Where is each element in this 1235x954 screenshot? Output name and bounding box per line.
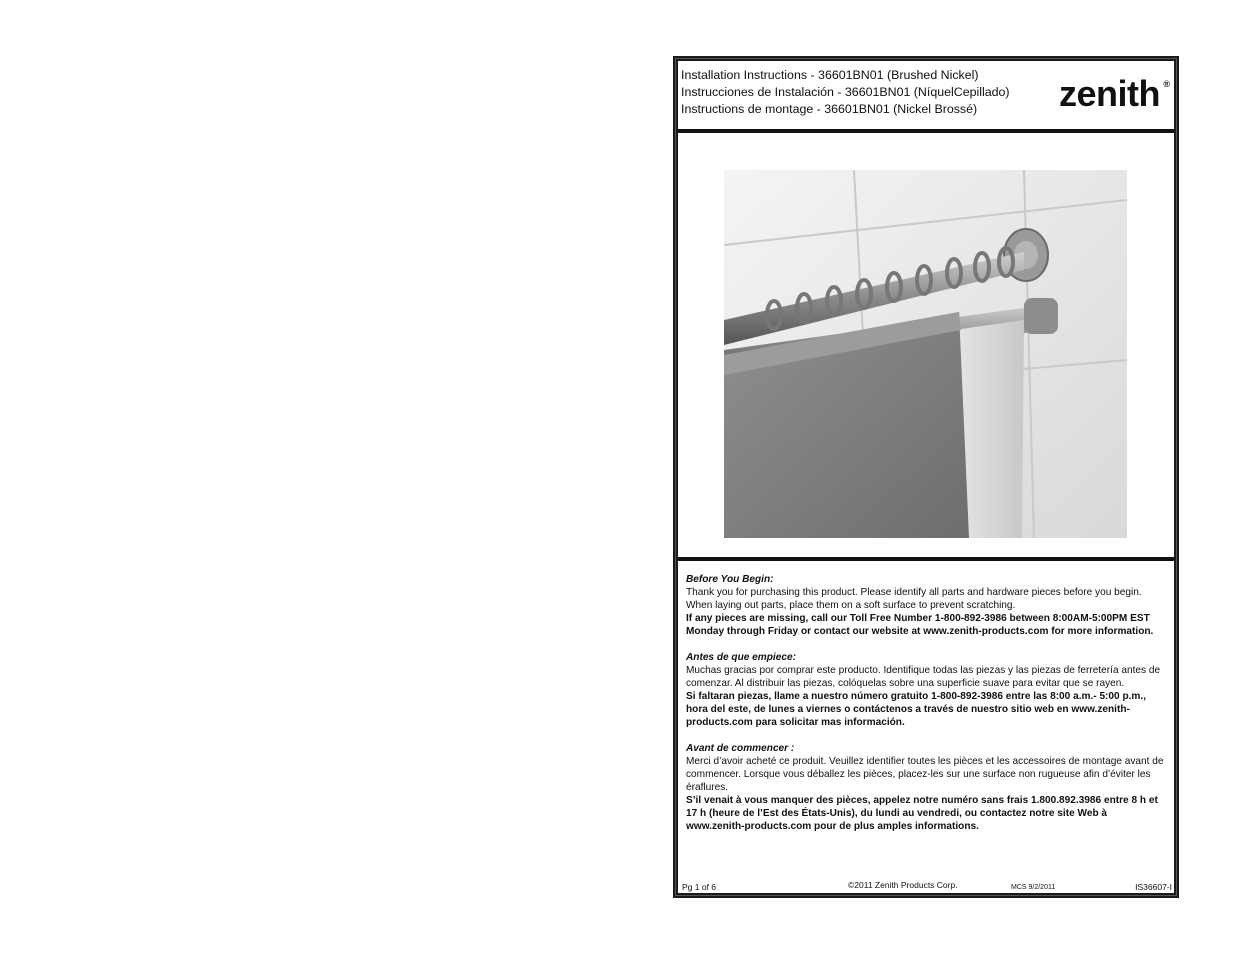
zenith-logo: zenith	[1059, 73, 1160, 114]
product-photo	[724, 170, 1127, 538]
section-title-french: Avant de commencer :	[686, 743, 795, 754]
section-title-spanish: Antes de que empiece:	[686, 652, 796, 663]
intro-text	[686, 573, 1166, 846]
section-body-english: Thank you for purchasing this product. Please identify all parts and hardware pieces before you begin. When laying out parts, place them on a soft surface to prevent scratching.	[686, 587, 1142, 611]
title-block	[681, 67, 1010, 118]
page-number: Pg 1 of 6	[682, 882, 717, 892]
section-title-english: Before You Begin:	[686, 574, 774, 585]
title-spanish: Instrucciones de Instalación - 36601BN01 (NíquelCepillado)	[681, 85, 1010, 99]
section-contact-english: If any pieces are missing, call our Toll Free Number 1-800-892-3986 between 8:00AM-5:00PM EST Monday through Friday or contact our website at www.zenith-products.com for more information.	[686, 613, 1154, 637]
revision-date: MCS 9/2/2011	[1011, 884, 1056, 891]
section-contact-french: S’il venait à vous manquer des pièces, appelez notre numéro sans frais 1.800.892.3986 entre 8 h et 17 h (heure de l’Est des États-Unis), du lundi au vendredi, ou contactez notre site Web à www.zenith-products.com pour de plus amples informations.	[686, 795, 1158, 832]
title-french: Instructions de montage - 36601BN01 (Nickel Brossé)	[681, 102, 978, 116]
product-photo-area	[678, 133, 1174, 561]
section-body-french: Merci d’avoir acheté ce produit. Veuillez identifier toutes les pièces et les accessoires de montage avant de commencer. Lorsque vous déballez les pièces, placez-les sur une surface non rugueuse afin d’éviter les éraflures.	[686, 756, 1164, 793]
section-contact-spanish: Si faltaran piezas, llame a nuestro número gratuito 1-800-892-3986 entre las 8:00 a.m.- 5:00 p.m., hora del este, de lunes a viernes o contáctenos a través de nuestro sitio web en www.zenith-products.com para solicitar mas información.	[686, 691, 1147, 728]
footer	[678, 879, 1174, 893]
registered-mark: ®	[1163, 79, 1170, 89]
section-spanish	[686, 651, 1166, 729]
header	[678, 61, 1174, 133]
section-body-spanish: Muchas gracias por comprar este producto. Identifique todas las piezas y las piezas de ferretería antes de comenzar. Al distribuir las piezas, colóquelas sobre una superficie suave para evitar que se rayen.	[686, 665, 1161, 689]
shower-rod-photo-illustration	[724, 170, 1127, 538]
section-french	[686, 742, 1166, 833]
instruction-page	[673, 56, 1179, 898]
title-english: Installation Instructions - 36601BN01 (Brushed Nickel)	[681, 68, 979, 82]
copyright: ©2011 Zenith Products Corp.	[848, 880, 958, 890]
section-english	[686, 573, 1166, 638]
document-code: IS36607-I	[1135, 882, 1172, 892]
